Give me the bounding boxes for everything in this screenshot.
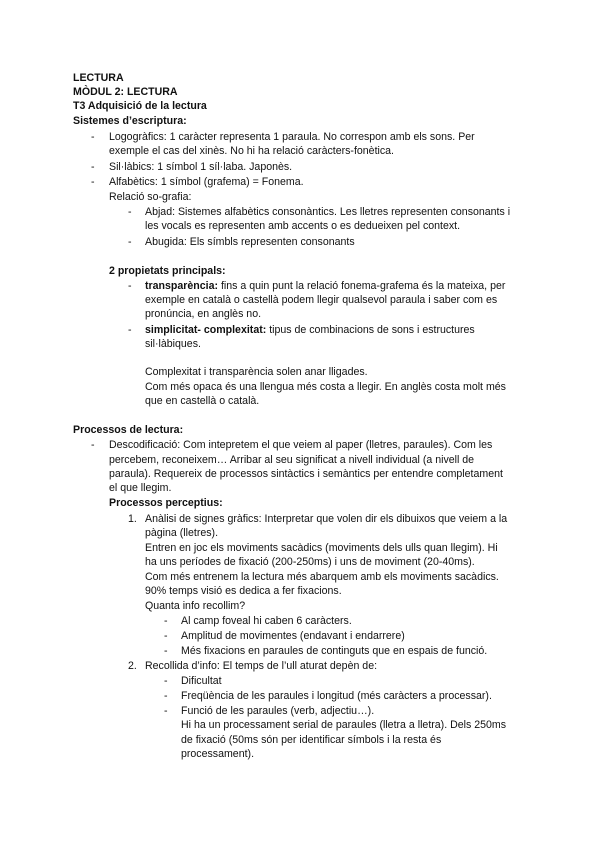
descodificacio-cont: percebem, reconeixem… Arribar al seu significat a nivell individual (a nivell de [109,454,475,466]
sublist-camp-foveal: Al camp foveal hi caben 6 caràcters. [181,615,352,627]
numbered-1: 1. [128,513,137,525]
processament-serial-cont: processament). [181,748,255,760]
processament-serial-cont: de fixació (50ms són per identificar símbols i la resta és [181,734,442,746]
list-dash: - [91,176,95,188]
list-dash: - [164,675,168,687]
nota-opacitat-cont: que en castellà o català. [145,395,260,407]
sublist-amplitud: Amplitud de movimentes (endavant i endarrere) [181,630,405,642]
topic-title: T3 Adquisició de la lectura [73,100,207,112]
list-dash: - [164,645,168,657]
nota-complexitat: Complexitat i transparència solen anar lligades. [145,366,368,378]
list-dash: - [164,630,168,642]
list-item-alfabetics: Alfabètics: 1 símbol (grafema) = Fonema. [109,176,304,188]
perceptius-heading: Processos perceptius: [109,497,223,509]
recollida-info: Recollida d’info: El temps de l’ull aturat depèn de: [145,660,378,672]
sublist-frequencia: Freqüència de les paraules i longitud (més caràcters a processar). [181,690,492,702]
list-dash: - [128,324,132,336]
quanta-info: Quanta info recollim? [145,600,246,612]
list-dash: - [128,236,132,248]
sublist-fixacions: Més fixacions en paraules de continguts que en espais de funció. [181,645,488,657]
list-dash: - [91,131,95,143]
relacio-so-grafia: Relació so-grafia: [109,191,192,203]
sublist-item-abjad-cont: les vocals es representen amb accents o es dedueixen pel context. [145,220,461,232]
moviments-sacadics: Entren en joc els moviments sacàdics (moviments dels ulls quan llegim). Hi [145,542,498,554]
descodificacio-cont: paraula). Requereix de processos sintàctics i semàntics per entendre completament [109,468,503,480]
doc-title: LECTURA [73,72,124,84]
numbered-2: 2. [128,660,137,672]
list-item-logografics: Logogràfics: 1 caràcter representa 1 paraula. No correspon amb els sons. Per [109,131,475,143]
propietat-transparencia-cont: exemple en català o castellà podem llegir qualsevol paraula i saber com es [145,294,498,306]
list-dash: - [164,615,168,627]
propietat-simplicitat [145,324,475,337]
transparencia-text: fins a quin punt la relació fonema-grafema és la mateixa, per [218,280,506,292]
list-dash: - [91,439,95,451]
list-dash: - [164,690,168,702]
section-heading-sistemes: Sistemes d’escriptura: [73,115,187,127]
list-item-sillabics: Sil·làbics: 1 símbol 1 síl·laba. Japonès. [109,161,293,173]
propietats-heading: 2 propietats principals: [109,265,226,277]
processament-serial: Hi ha un processament serial de paraules (lletra a lletra). Dels 250ms [181,719,507,731]
analisi-signes: Anàlisi de signes gràfics: Interpretar que volen dir els dibuixos que veiem a la [145,513,508,525]
list-dash: - [91,161,95,173]
sublist-funcio: Funció de les paraules (verb, adjectiu…). [181,705,375,717]
list-dash: - [164,705,168,717]
sublist-item-abjad: Abjad: Sistemes alfabètics consonàntics. Les lletres representen consonants i [145,206,511,218]
entrenament-lectura: Com més entrenem la lectura més abarquem amb els moviments sacàdics. [145,571,499,583]
propietat-simplicitat-cont: sil·làbiques. [145,338,201,350]
moviments-sacadics-cont: ha uns períodes de fixació (200-250ms) i uns de moviment (20-40ms). [145,556,475,568]
module-title: MÒDUL 2: LECTURA [73,86,178,98]
list-dash: - [128,206,132,218]
term-transparencia: transparència: [145,280,219,292]
section-heading-processos: Processos de lectura: [73,424,184,436]
list-dash: - [128,280,132,292]
sublist-item-abugida: Abugida: Els símbls representen consonants [145,236,355,248]
list-item-logografics-cont: exemple el cas del xinès. No hi ha relació caràcters-fonètica. [109,145,394,157]
sublist-dificultat: Dificultat [181,675,222,687]
analisi-signes-cont: pàgina (lletres). [145,527,219,539]
propietat-transparencia-cont: pronúncia, en anglès no. [145,308,262,320]
temps-visio: 90% temps visió es dedica a fer fixacions. [145,585,342,597]
descodificacio: Descodificació: Com intepretem el que veiem al paper (lletres, paraules). Com les [109,439,493,451]
nota-opacitat: Com més opaca és una llengua més costa a llegir. En anglès costa molt més [145,381,506,393]
descodificacio-cont: el que llegim. [109,482,172,494]
term-simplicitat: simplicitat- complexitat: [145,324,267,336]
simplicitat-text: tipus de combinacions de sons i estructures [266,324,475,336]
propietat-transparencia [145,280,505,293]
